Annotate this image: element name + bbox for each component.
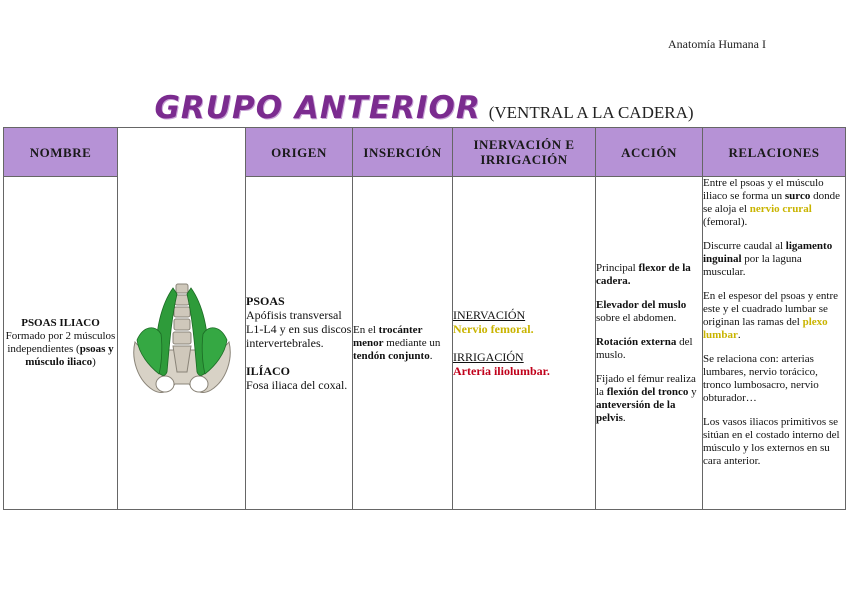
accion-item: Fijado el fémur realiza la flexión del tronco y anteversión de la pelvis. [596, 372, 697, 424]
insercion-text: En el [353, 323, 379, 336]
muscle-name: PSOAS ILIACO [21, 317, 100, 329]
table-row [4, 177, 846, 510]
document-header: Anatomía Humana I [668, 37, 766, 51]
col-inervacion: INERVACIÓN E IRRIGACIÓN [453, 128, 596, 177]
muscle-desc-end: ) [92, 356, 96, 368]
relacion-item: Se relaciona con: arterias lumbares, nervio torácico, tronco lumbosacro, nervio obturador… [703, 353, 819, 404]
insercion-text-2: mediante un [383, 336, 441, 349]
cell-image [118, 177, 246, 510]
cell-insercion [353, 177, 453, 510]
title-sub: (VENTRAL A LA CADERA) [488, 103, 694, 122]
obturator-foramen-right [190, 376, 208, 392]
iliopsoas-illustration [127, 280, 237, 405]
origen-psoas-title: PSOAS [246, 294, 285, 308]
cell-inervacion [453, 177, 596, 510]
accion-item: Principal flexor de la cadera. [596, 261, 691, 287]
col-nombre: NOMBRE [4, 128, 118, 177]
col-relaciones: RELACIONES [703, 128, 846, 177]
obturator-foramen-left [156, 376, 174, 392]
irrigacion-value: Arteria iliolumbar. [453, 364, 550, 378]
cell-accion [596, 177, 703, 510]
accion-item: Rotación externa del muslo. [596, 335, 693, 361]
page-title [0, 90, 848, 126]
table-header-row [4, 128, 846, 177]
relacion-item: En el espesor del psoas y entre este y el cuadrado lumbar se originan las ramas del plexo lumbar. [703, 290, 839, 341]
origen-psoas-text: Apófisis transversal L1-L4 y en sus discos intervertebrales. [246, 308, 352, 350]
cell-nombre [4, 177, 118, 510]
insercion-trocanter: trocánter menor [353, 323, 423, 349]
muscle-desc-bold: psoas y músculo iliaco [25, 343, 114, 368]
muscle-desc: Formado por 2 músculos independientes ( [5, 330, 116, 355]
muscle-table [3, 127, 846, 510]
relacion-item: Discurre caudal al ligamento inguinal por la laguna muscular. [703, 240, 833, 278]
col-insercion: INSERCIÓN [353, 128, 453, 177]
cell-origen [246, 177, 353, 510]
col-image [118, 128, 246, 177]
col-accion: ACCIÓN [596, 128, 703, 177]
inervacion-value: Nervio femoral. [453, 322, 534, 336]
cell-relaciones [703, 177, 846, 510]
origen-iliaco-text: Fosa iliaca del coxal. [246, 378, 348, 392]
insercion-tendon: tendón conjunto [353, 349, 430, 362]
title-main: GRUPO ANTERIOR [154, 90, 481, 126]
origen-iliaco-title: ILÍACO [246, 364, 291, 378]
relacion-item: Entre el psoas y el músculo iliaco se forma un surco donde se aloja el nervio crural (femoral). [703, 177, 840, 228]
inervacion-label: INERVACIÓN [453, 308, 526, 322]
col-origen: ORIGEN [246, 128, 353, 177]
accion-item: Elevador del muslo sobre el abdomen. [596, 298, 687, 324]
relacion-item: Los vasos iliacos primitivos se sitúan en el costado interno del músculo y los externos en su cara anterior. [703, 416, 840, 467]
insercion-text-3: . [429, 349, 433, 362]
irrigacion-label: IRRIGACIÓN [453, 350, 524, 364]
